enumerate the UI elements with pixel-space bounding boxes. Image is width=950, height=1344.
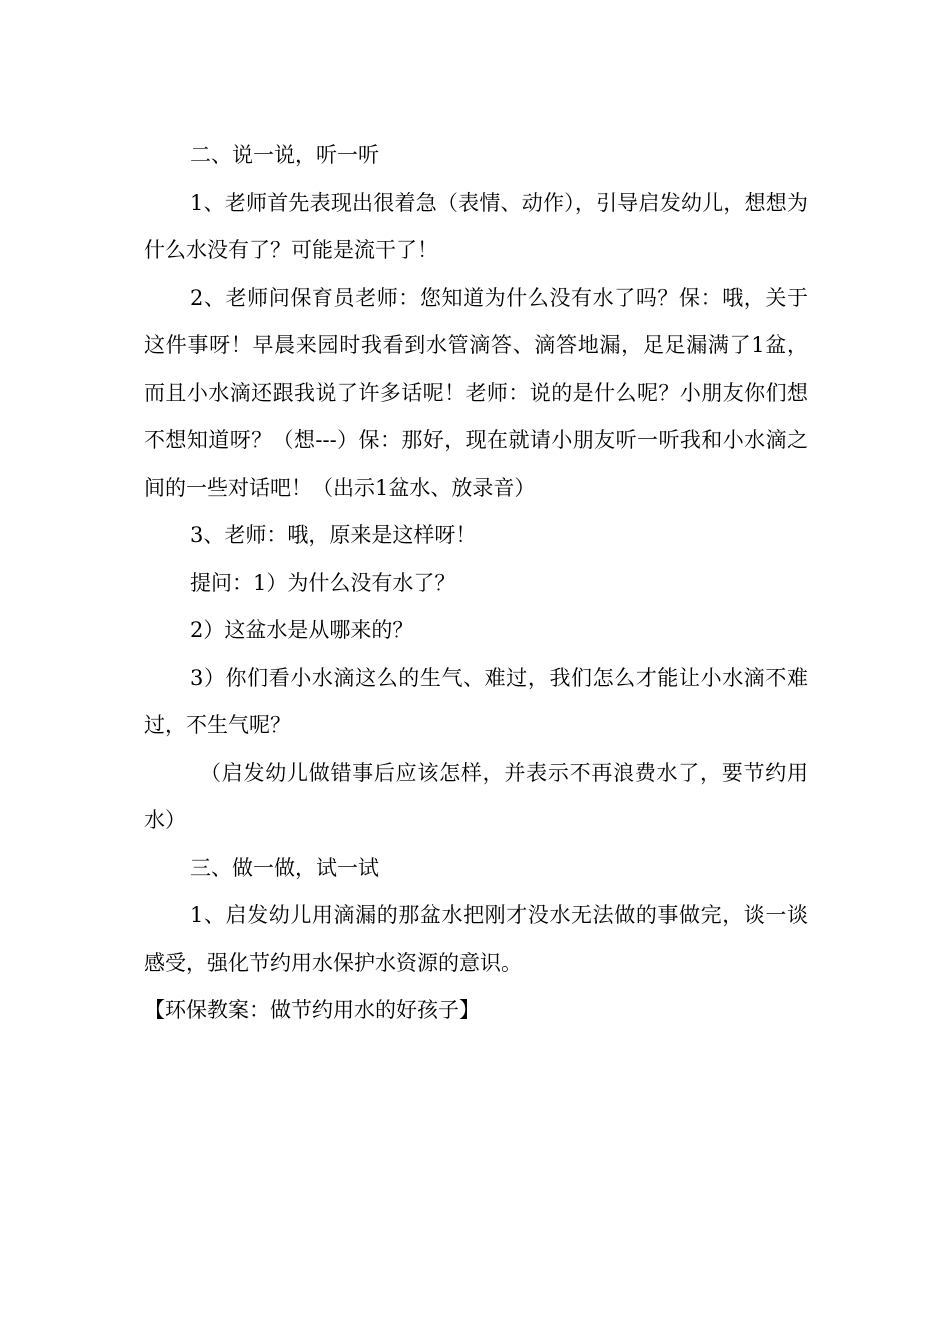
section-heading-practice: 三、做一做，试一试 xyxy=(190,855,379,880)
paragraph-step-2: 2、老师问保育员老师：您知道为什么没有水了吗？保：哦，关于这件事呀！早晨来园时我看到水管滴答、滴答地漏，足足漏满了1盆，而且小水滴还跟我说了许多话呢！老师：说的是什么呢？小朋友你们想不想知道呀？（想---）保：那好，现在就请小朋友听一听我和小水滴之间的一些对话吧！（出示1盆水、放录音） xyxy=(144,285,808,500)
document-body xyxy=(144,132,808,1035)
paragraph-question-1: 提问：1）为什么没有水了？ xyxy=(190,570,456,595)
paragraph-question-3: 3）你们看小水滴这么的生气、难过，我们怎么才能让小水滴不难过，不生气呢？ xyxy=(144,665,808,737)
paragraph-note: （启发幼儿做错事后应该怎样，并表示不再浪费水了，要节约用水） xyxy=(144,760,808,832)
lesson-plan-title: 【环保教案：做节约用水的好孩子】 xyxy=(144,998,480,1022)
paragraph-question-2: 2）这盆水是从哪来的？ xyxy=(190,618,414,642)
paragraph-step-3: 3、老师：哦，原来是这样呀！ xyxy=(190,523,477,547)
paragraph-practice-step-1: 1、启发幼儿用滴漏的那盆水把刚才没水无法做的事做完，谈一谈感受，强化节约用水保护水资源的意识。 xyxy=(144,903,808,975)
paragraph-step-1: 1、老师首先表现出很着急（表情、动作），引导启发幼儿，想想为什么水没有了？可能是流干了！ xyxy=(144,190,808,262)
section-heading-discuss: 二、说一说，听一听 xyxy=(190,143,379,167)
